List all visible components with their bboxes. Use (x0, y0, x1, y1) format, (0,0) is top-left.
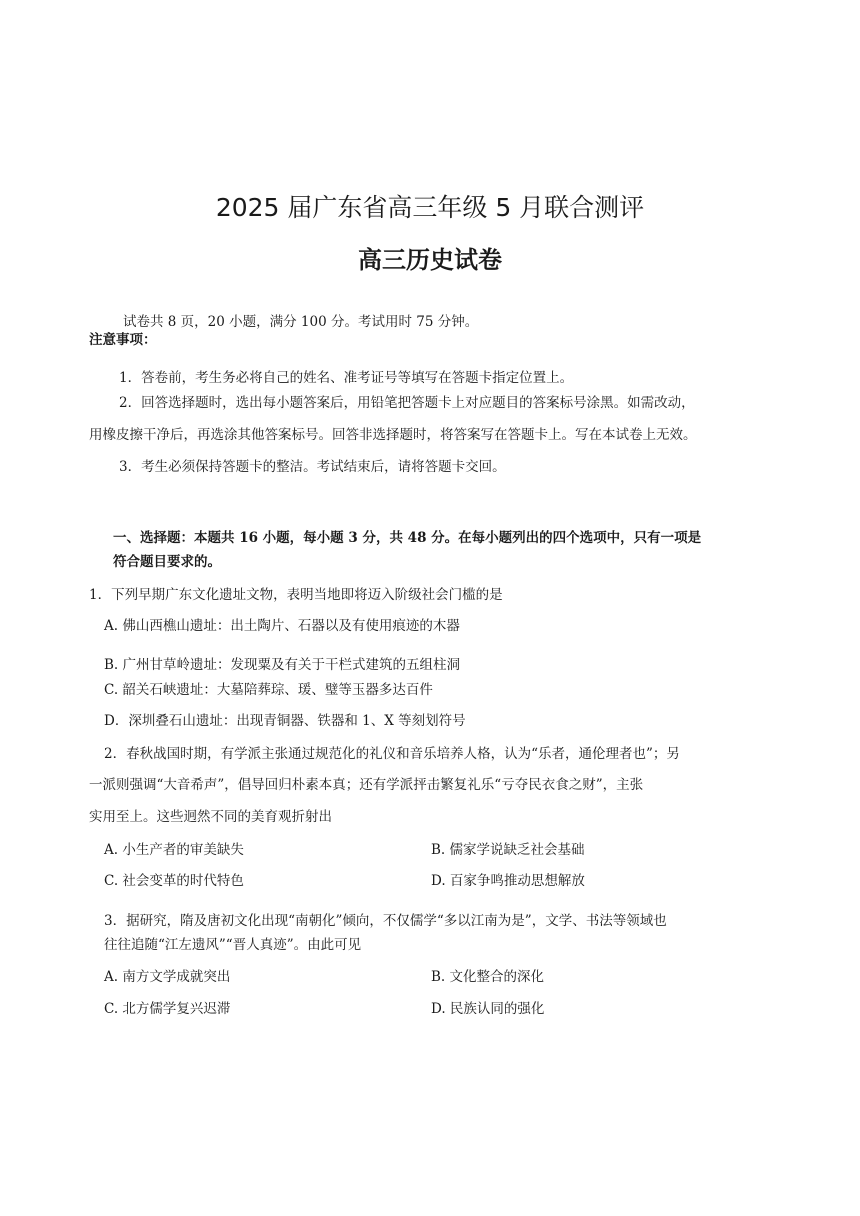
notice-heading: 注意事项： (89, 332, 157, 348)
question-2-option-b: B. 儒家学说缺乏社会基础 (431, 842, 585, 858)
exam-subtitle: 高三历史试卷 (358, 246, 502, 274)
question-3-option-b: B. 文化整合的深化 (431, 969, 545, 985)
notice-item-3: 3．考生必须保持答题卡的整洁。考试结束后，请将答题卡交回。 (119, 459, 506, 475)
question-3-option-d: D. 民族认同的强化 (431, 1001, 545, 1017)
question-2-option-a: A. 小生产者的审美缺失 (104, 842, 244, 858)
notice-item-1: 1．答卷前，考生务必将自己的姓名、准考证号等填写在答题卡指定位置上。 (119, 370, 574, 386)
question-1-option-a: A. 佛山西樵山遗址：出土陶片、石器以及有使用痕迹的木器 (104, 618, 460, 634)
section-heading-line-1: 一、选择题：本题共 16 小题，每小题 3 分，共 48 分。在每小题列出的四个选项中，只有一项是 (113, 530, 702, 546)
question-1-option-b: B. 广州甘草岭遗址：发现粟及有关于干栏式建筑的五组柱洞 (104, 657, 461, 673)
question-2-option-c: C. 社会变革的时代特色 (104, 873, 244, 889)
question-1-stem: 1．下列早期广东文化遗址文物，表明当地即将迈入阶级社会门槛的是 (89, 587, 503, 603)
question-2-stem-line-3: 实用至上。这些迥然不同的美育观折射出 (89, 809, 332, 825)
section-heading-line-2: 符合题目要求的。 (113, 554, 221, 570)
notice-item-2-line-1: 2．回答选择题时，选出每小题答案后，用铅笔把答题卡上对应题目的答案标号涂黑。如需改动， (119, 395, 695, 411)
exam-title: 2025 届广东省高三年级 5 月联合测评 (215, 193, 645, 222)
question-1-option-d: D．深圳叠石山遗址：出现青铜器、铁器和 1、X 等刻划符号 (104, 713, 466, 729)
question-1-option-c: C. 韶关石峡遗址：大墓陪葬琮、瑗、璧等玉器多达百件 (104, 682, 433, 698)
question-3-option-a: A. 南方文学成就突出 (104, 969, 231, 985)
question-3-stem-line-2: 往往追随“江左遗风”“晋人真迹”。由此可见 (104, 937, 362, 953)
question-2-stem-line-1: 2．春秋战国时期，有学派主张通过规范化的礼仪和音乐培养人格，认为“乐者，通伦理者也”；另 (104, 746, 680, 762)
exam-intro: 试卷共 8 页，20 小题，满分 100 分。考试用时 75 分钟。 (123, 314, 479, 330)
question-3-stem-line-1: 3．据研究，隋及唐初文化出现“南朝化”倾向，不仅儒学“多以江南为是”，文学、书法等领域也 (104, 913, 667, 929)
question-2-stem-line-2: 一派则强调“大音希声”，倡导回归朴素本真；还有学派抨击繁复礼乐“亏夺民衣食之财”，主张 (89, 777, 644, 793)
question-3-option-c: C. 北方儒学复兴迟滞 (104, 1001, 231, 1017)
question-2-option-d: D. 百家争鸣推动思想解放 (431, 873, 585, 889)
notice-item-2-line-2: 用橡皮擦干净后，再选涂其他答案标号。回答非选择题时，将答案写在答题卡上。写在本试卷上无效。 (89, 427, 697, 443)
